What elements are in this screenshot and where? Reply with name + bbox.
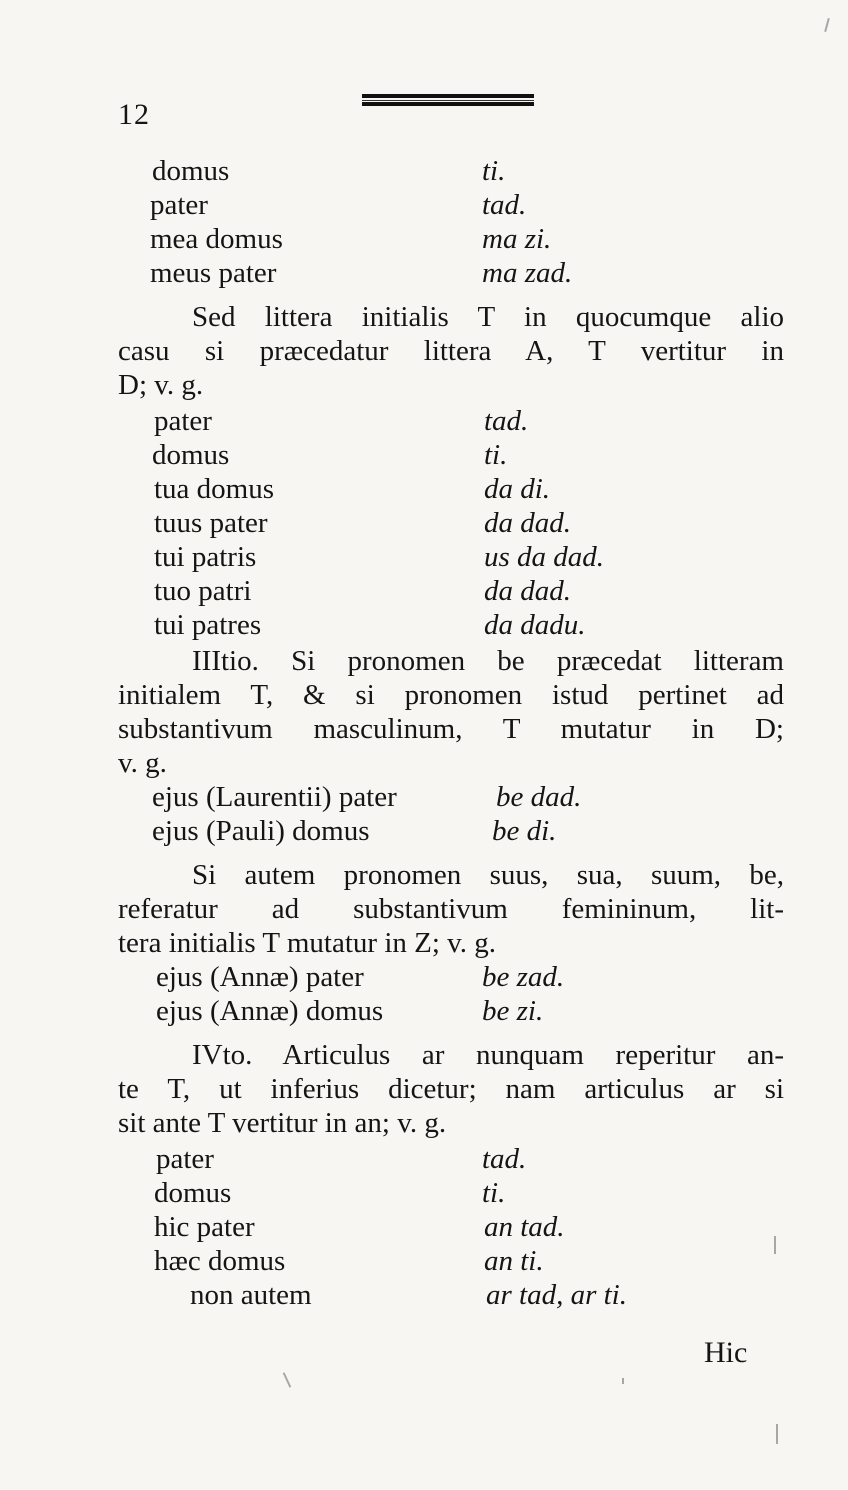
celtic-term: da dadu.: [484, 609, 586, 641]
table-row: [0, 994, 848, 1028]
text-line: sit ante T vertitur in an; v. g.: [118, 1107, 447, 1139]
text-line: D; v. g.: [118, 369, 204, 401]
header-ornament-rule: [362, 94, 534, 106]
celtic-term: da di.: [484, 473, 551, 505]
latin-term: meus pater: [150, 257, 277, 289]
celtic-term: us da dad.: [484, 541, 605, 573]
latin-term: ejus (Annæ) domus: [156, 995, 384, 1027]
table-row: [0, 188, 848, 222]
scan-speck: [283, 1372, 292, 1387]
text-line: casu si præcedatur littera A, T vertitur in: [118, 335, 784, 367]
catchword: Hic: [704, 1336, 748, 1369]
latin-term: pater: [154, 405, 212, 437]
celtic-term: ar tad, ar ti.: [486, 1279, 627, 1311]
scan-speck: [622, 1378, 624, 1384]
paragraph: [118, 858, 784, 960]
latin-term: hic pater: [154, 1211, 255, 1243]
text-line: te T, ut inferius dicetur; nam articulus ar si: [118, 1073, 784, 1105]
paragraph: [118, 1038, 784, 1140]
text-line: v. g.: [118, 747, 167, 779]
text-line: IIItio. Si pronomen be præcedat litteram: [192, 645, 784, 677]
page-number: 12: [118, 98, 150, 131]
celtic-term: da dad.: [484, 507, 571, 539]
table-row: [0, 814, 848, 848]
table-row: [0, 1210, 848, 1244]
table-row: [0, 154, 848, 188]
celtic-term: ti.: [482, 1177, 506, 1209]
table-row: [0, 1244, 848, 1278]
table-row: [0, 506, 848, 540]
latin-term: domus: [154, 1177, 232, 1209]
table-row: [0, 256, 848, 290]
latin-term: tuo patri: [154, 575, 252, 607]
celtic-term: be dad.: [496, 781, 582, 813]
latin-term: tuus pater: [154, 507, 268, 539]
table-row: [0, 438, 848, 472]
celtic-term: tad.: [484, 405, 529, 437]
latin-term: domus: [152, 439, 230, 471]
latin-term: tui patris: [154, 541, 257, 573]
table-row: [0, 608, 848, 642]
celtic-term: be zi.: [482, 995, 544, 1027]
table-row: [0, 472, 848, 506]
celtic-term: an tad.: [484, 1211, 565, 1243]
table-row: [0, 1176, 848, 1210]
latin-term: mea domus: [150, 223, 283, 255]
table-row: [0, 780, 848, 814]
celtic-term: tad.: [482, 1143, 527, 1175]
text-line: tera initialis T mutatur in Z; v. g.: [118, 927, 497, 959]
latin-term: pater: [156, 1143, 214, 1175]
table-row: [0, 1278, 848, 1312]
text-line: referatur ad substantivum femininum, lit-: [118, 893, 784, 925]
scan-speck: [776, 1424, 778, 1444]
paragraph: [118, 644, 784, 780]
latin-term: tui patres: [154, 609, 262, 641]
celtic-term: an ti.: [484, 1245, 544, 1277]
text-line: substantivum masculinum, T mutatur in D;: [118, 713, 784, 745]
table-row: [0, 404, 848, 438]
table-row: [0, 222, 848, 256]
latin-term: ejus (Laurentii) pater: [152, 781, 397, 813]
text-line: initialem T, & si pronomen istud pertinet ad: [118, 679, 784, 711]
celtic-term: ma zi.: [482, 223, 552, 255]
celtic-term: da dad.: [484, 575, 571, 607]
text-line: IVto. Articulus ar nunquam reperitur an-: [192, 1039, 784, 1071]
celtic-term: ti.: [482, 155, 506, 187]
table-row: [0, 540, 848, 574]
celtic-term: ti.: [484, 439, 508, 471]
table-row: [0, 960, 848, 994]
paragraph: [118, 300, 784, 402]
latin-term: pater: [150, 189, 208, 221]
latin-term: ejus (Pauli) domus: [152, 815, 370, 847]
celtic-term: tad.: [482, 189, 527, 221]
text-line: Sed littera initialis T in quocumque alio: [192, 301, 784, 333]
latin-term: tua domus: [154, 473, 275, 505]
table-row: [0, 1142, 848, 1176]
celtic-term: be di.: [492, 815, 557, 847]
scan-speck: [774, 1236, 776, 1254]
latin-term: ejus (Annæ) pater: [156, 961, 364, 993]
latin-term: domus: [152, 155, 230, 187]
latin-term: non autem: [190, 1279, 312, 1311]
celtic-term: ma zad.: [482, 257, 573, 289]
celtic-term: be zad.: [482, 961, 565, 993]
scan-speck: [824, 18, 830, 32]
latin-term: hæc domus: [154, 1245, 286, 1277]
text-line: Si autem pronomen suus, sua, suum, be,: [192, 859, 784, 891]
table-row: [0, 574, 848, 608]
